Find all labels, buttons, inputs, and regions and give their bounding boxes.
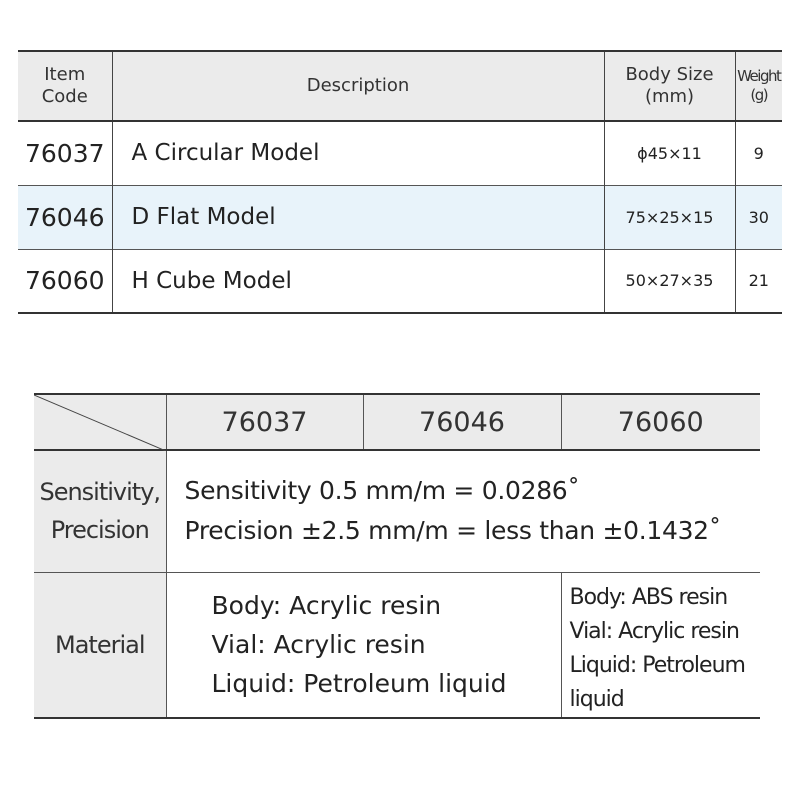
item-code-cell: 76037 bbox=[24, 138, 105, 168]
column-76046: 76046 bbox=[363, 394, 561, 450]
table-row bbox=[18, 249, 782, 313]
material-abs-cell bbox=[561, 572, 760, 718]
diagonal-divider bbox=[34, 395, 166, 451]
material-liquid-line-cont: liquid bbox=[569, 686, 624, 712]
sensitivity-row-label bbox=[34, 450, 166, 572]
header-description: Description bbox=[112, 51, 604, 121]
corner-cell bbox=[34, 394, 166, 450]
spec-table-header bbox=[34, 394, 760, 450]
material-row bbox=[34, 572, 760, 718]
material-vial-line: Vial: Acrylic resin bbox=[211, 630, 426, 660]
item-code-cell: 76060 bbox=[24, 266, 105, 296]
material-liquid-line: Liquid: Petroleum bbox=[569, 652, 745, 678]
material-body-line: Body: Acrylic resin bbox=[211, 591, 442, 621]
header-body-size-line1: Body Size bbox=[625, 64, 714, 85]
header-weight-line1: Weight bbox=[737, 67, 781, 85]
header-weight-line2: (g) bbox=[750, 86, 768, 104]
header-item-code-line2: Code bbox=[41, 86, 88, 107]
material-acrylic-cell bbox=[166, 572, 561, 718]
sensitivity-row bbox=[34, 450, 760, 572]
header-item-code-line1: Item bbox=[44, 64, 86, 85]
product-table bbox=[18, 50, 782, 314]
description-cell: A Circular Model bbox=[112, 121, 604, 185]
spec-table bbox=[34, 393, 760, 719]
weight-cell: 30 bbox=[735, 185, 782, 249]
weight-cell: 9 bbox=[735, 121, 782, 185]
material-body-line: Body: ABS resin bbox=[569, 584, 728, 610]
body-size-cell: 75×25×15 bbox=[604, 185, 735, 249]
sensitivity-value bbox=[166, 450, 760, 572]
sensitivity-label-line2: Precision bbox=[50, 516, 149, 545]
weight-cell: 21 bbox=[735, 249, 782, 313]
header-body-size-line2: (mm) bbox=[644, 86, 695, 107]
table-row bbox=[18, 185, 782, 249]
header-weight bbox=[735, 51, 782, 121]
sensitivity-label-line1: Sensitivity, bbox=[39, 478, 161, 507]
header-item-code bbox=[18, 51, 112, 121]
column-76037: 76037 bbox=[166, 394, 363, 450]
material-liquid-line: Liquid: Petroleum liquid bbox=[211, 669, 507, 699]
item-code-cell: 76046 bbox=[24, 202, 105, 232]
table-row bbox=[18, 121, 782, 185]
sensitivity-line: Sensitivity 0.5 mm/m = 0.0286˚ bbox=[184, 476, 580, 506]
precision-line: Precision ±2.5 mm/m = less than ±0.1432˚ bbox=[184, 516, 721, 546]
description-cell: H Cube Model bbox=[112, 249, 604, 313]
column-76060: 76060 bbox=[561, 394, 760, 450]
product-table-header bbox=[18, 51, 782, 121]
material-vial-line: Vial: Acrylic resin bbox=[569, 618, 739, 644]
body-size-cell: 50×27×35 bbox=[604, 249, 735, 313]
description-cell: D Flat Model bbox=[112, 185, 604, 249]
body-size-cell: ϕ45×11 bbox=[604, 121, 735, 185]
material-row-label: Material bbox=[34, 572, 166, 718]
header-body-size bbox=[604, 51, 735, 121]
